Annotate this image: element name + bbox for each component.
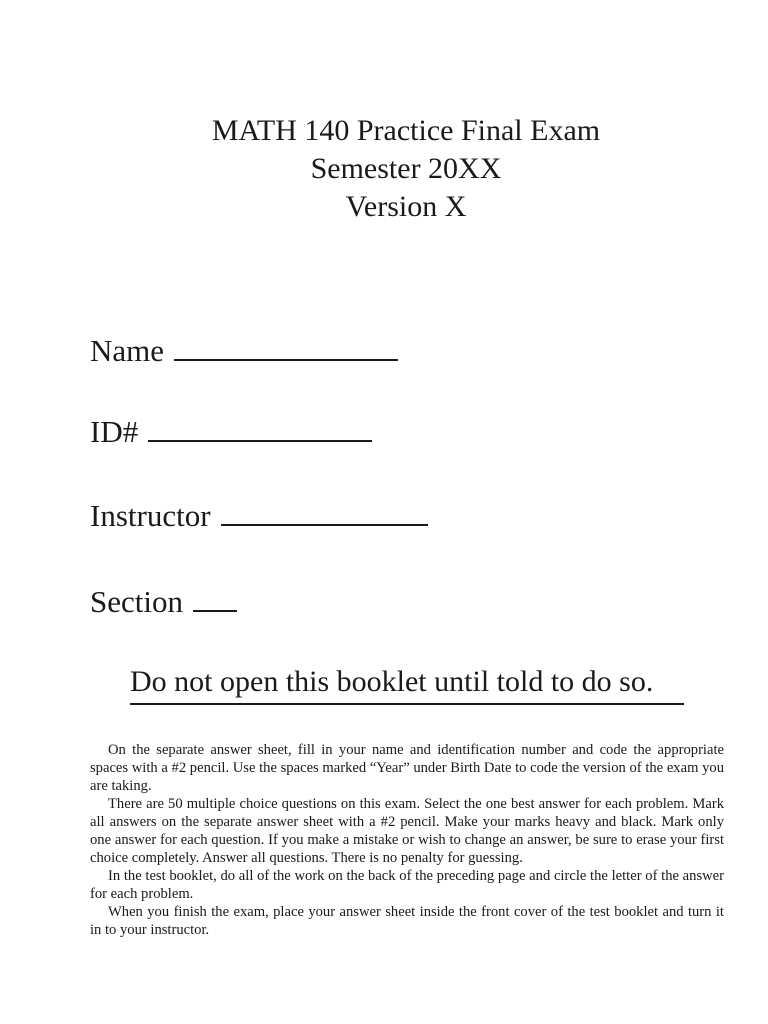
exam-instructions	[90, 741, 724, 939]
instructor-blank-line[interactable]	[221, 520, 428, 526]
instruction-paragraph: There are 50 multiple choice questions on this exam. Select the one best answer for each problem. Mark all answers on the separate answer sheet with a #2 pencil. Make your marks heavy and black. Mark only one answer for each question. If you make a mistake or wish to change an answer, be sure to erase your first choice completely. Answer all questions. There is no penalty for guessing.	[90, 796, 724, 866]
section-blank-line[interactable]	[193, 606, 237, 612]
id-field	[90, 414, 372, 450]
instruction-paragraph: When you finish the exam, place your answer sheet inside the front cover of the test booklet and turn it in to your instructor.	[90, 904, 724, 938]
exam-title-block	[0, 112, 768, 226]
instructor-field	[90, 498, 428, 534]
name-blank-line[interactable]	[174, 355, 398, 361]
id-label: ID#	[90, 414, 139, 449]
instruction-paragraph: In the test booklet, do all of the work on the back of the preceding page and circle the letter of the answer for each problem.	[90, 868, 724, 902]
section-label: Section	[90, 584, 183, 619]
version-line: Version X	[345, 190, 467, 223]
semester-line: Semester 20XX	[310, 152, 502, 185]
instructor-label: Instructor	[90, 498, 211, 533]
id-blank-line[interactable]	[148, 436, 372, 442]
do-not-open-warning: Do not open this booklet until told to do so.	[130, 664, 684, 705]
name-label: Name	[90, 333, 165, 368]
instruction-paragraph: On the separate answer sheet, fill in your name and identification number and code the appropriate spaces with a #2 pencil. Use the spaces marked “Year” under Birth Date to code the version of the exam you are taking.	[90, 742, 724, 794]
section-field	[90, 584, 237, 620]
name-field	[90, 333, 398, 369]
course-title: MATH 140 Practice Final Exam	[211, 114, 601, 147]
